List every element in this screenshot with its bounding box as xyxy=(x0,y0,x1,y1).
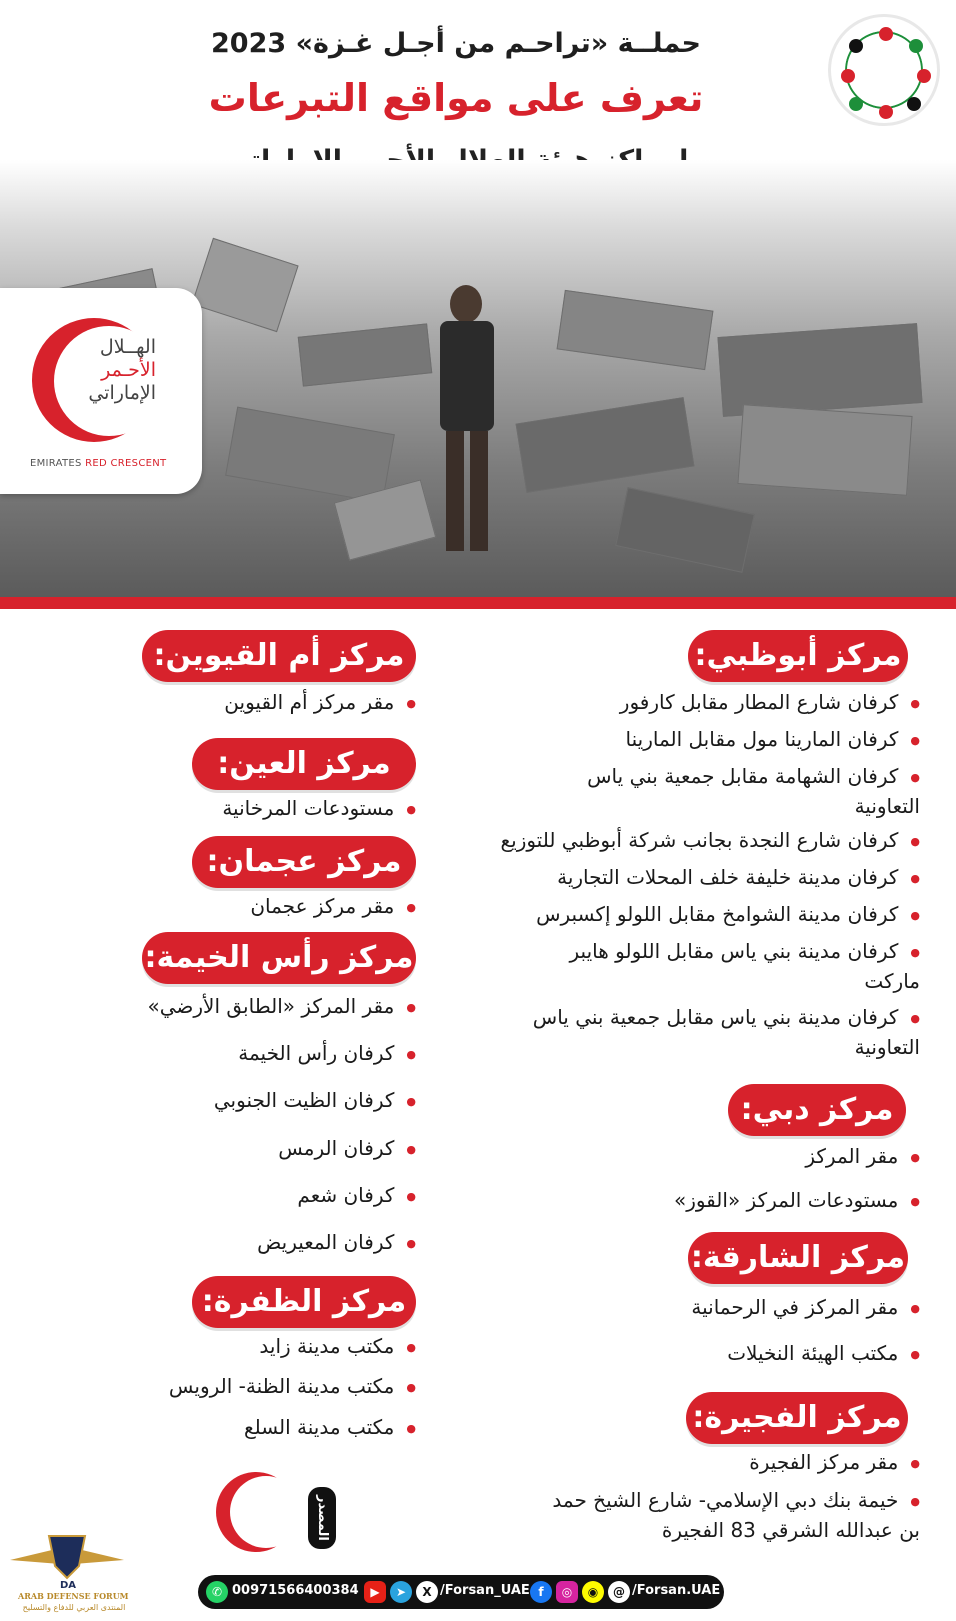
section-heading-ajman: مركز عجمان: xyxy=(192,836,416,888)
youtube-icon[interactable]: ▶ xyxy=(364,1581,386,1603)
list-item: ● كرفان مدينة خليفة خلف المحلات التجارية xyxy=(480,863,920,893)
erc-ar-line1: الهــلال xyxy=(99,336,156,358)
section-heading-abudhabi: مركز أبوظبي: xyxy=(688,630,908,682)
list-item: ● كرفان مدينة الشوامخ مقابل اللولو إكسبرس xyxy=(480,900,920,930)
section-heading-fujairah: مركز الفجيرة: xyxy=(686,1392,908,1444)
adf-name-en: ARAB DEFENSE FORUM xyxy=(18,1591,129,1601)
list-item: ● كرفان شارع المطار مقابل كارفور xyxy=(500,688,920,718)
list-item: ● كرفان رأس الخيمة xyxy=(116,1039,416,1069)
child-figure xyxy=(430,285,500,585)
phone-number: 00971566400384 xyxy=(232,1583,359,1598)
threads-icon[interactable]: @ xyxy=(608,1581,630,1603)
list-item: ● مقر المركز «الطابق الأرضي» xyxy=(116,992,416,1022)
list-item: ● مكتب مدينة زايد xyxy=(116,1332,416,1362)
campaign-line: حملــة «تراحـم من أجـل غـزة» 2023 xyxy=(211,28,701,59)
list-item: ● مستودعات المركز «القوز» xyxy=(520,1186,920,1216)
page-title: تعرف على مواقع التبرعات xyxy=(208,76,704,120)
x-icon[interactable]: X xyxy=(416,1581,438,1603)
section-heading-sharjah: مركز الشارقة: xyxy=(688,1232,908,1284)
list-item: ● خيمة بنك دبي الإسلامي- شارع الشيخ حمد بن عبدالله الشرقي 83 الفجيرة xyxy=(540,1486,920,1544)
list-item: ● كرفان المارينا مول مقابل المارينا xyxy=(500,725,920,755)
list-item: ● كرفان شعم xyxy=(116,1181,416,1211)
list-item: ● كرفان الرمس xyxy=(116,1134,416,1164)
forsan-logo xyxy=(828,14,940,126)
section-heading-rasalkhaimah: مركز رأس الخيمة: xyxy=(142,932,416,984)
source-badge: المصدر xyxy=(308,1487,336,1549)
telegram-icon[interactable]: ➤ xyxy=(390,1581,412,1603)
section-heading-aldhafra: مركز الظفرة: xyxy=(192,1276,416,1328)
facebook-icon[interactable]: f xyxy=(530,1581,552,1603)
list-item: ● كرفان الظيت الجنوبي xyxy=(116,1086,416,1116)
erc-ar-line2: الأحـمر xyxy=(101,359,156,381)
handle-left: /Forsan_UAE xyxy=(440,1583,530,1598)
instagram-icon[interactable]: ◎ xyxy=(556,1581,578,1603)
divider-band xyxy=(0,597,956,609)
erc-en-label: EMIRATES RED CRESCENT xyxy=(30,458,167,469)
erc-ar-line3: الإماراتي xyxy=(88,382,156,404)
list-item: ● مكتب الهيئة النخيلات xyxy=(520,1339,920,1369)
whatsapp-icon[interactable]: ✆ xyxy=(206,1581,228,1603)
list-item: ● مقر المركز xyxy=(520,1142,920,1172)
snapchat-icon[interactable]: ◉ xyxy=(582,1581,604,1603)
list-item: ● كرفان الشهامة مقابل جمعية بني ياس التعاونية xyxy=(520,762,920,820)
list-item: ● كرفان المعيريض xyxy=(116,1228,416,1258)
adf-name-ar: المنتدى العربي للدفاع والتسليح xyxy=(22,1603,126,1612)
section-heading-dubai: مركز دبي: xyxy=(728,1084,906,1136)
section-heading-ummalquwain: مركز أم القيوين: xyxy=(142,630,416,682)
list-item: ● كرفان مدينة بني ياس مقابل اللولو هايبر ماركت xyxy=(520,937,920,995)
adf-mark: DA xyxy=(60,1580,77,1591)
handle-right: /Forsan.UAE xyxy=(632,1583,721,1598)
list-item: ● مستودعات المرخانية xyxy=(116,794,416,824)
list-item: ● مقر مركز عجمان xyxy=(116,892,416,922)
list-item: ● مقر مركز أم القيوين xyxy=(116,688,416,718)
list-item: ● مقر المركز في الرحمانية xyxy=(520,1293,920,1323)
list-item: ● كرفان شارع النجدة بجانب شركة أبوظبي للتوزيع xyxy=(450,826,920,856)
social-bar xyxy=(198,1575,724,1609)
list-item: ● كرفان مدينة بني ياس مقابل جمعية بني ياس التعاونية xyxy=(480,1003,920,1061)
list-item: ● مقر مركز الفجيرة xyxy=(520,1448,920,1478)
section-heading-alain: مركز العين: xyxy=(192,738,416,790)
list-item: ● مكتب مدينة السلع xyxy=(116,1413,416,1443)
list-item: ● مكتب مدينة الظنة- الرويس xyxy=(116,1372,416,1402)
